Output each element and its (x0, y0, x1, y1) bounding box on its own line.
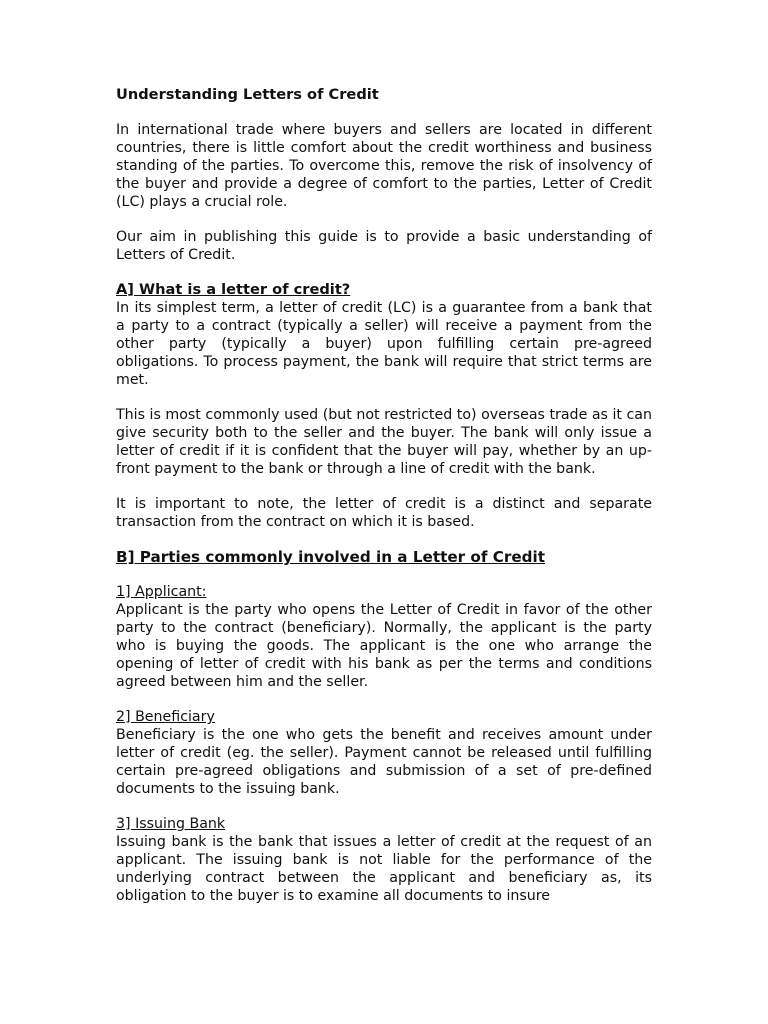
applicant-heading: 1] Applicant: (116, 584, 207, 600)
applicant-paragraph: Applicant is the party who opens the Letter of Credit in favor of the other party to the contract (beneficiary). Normally, the applicant is the party who is buying the goods. The applicant is the one who arrange the opening of letter of credit with his bank as per the terms and conditions agreed between him and the seller. (116, 602, 652, 690)
section-a-paragraph-2: This is most commonly used (but not restricted to) overseas trade as it can give security both to the seller and the buyer. The bank will only issue a letter of credit if it is confident that the buyer will pay, whether by an up-front payment to the bank or through a line of credit with the bank. (116, 407, 652, 477)
section-a-paragraph-3: It is important to note, the letter of credit is a distinct and separate transaction from the contract on which it is based. (116, 496, 652, 530)
beneficiary-heading: 2] Beneficiary (116, 709, 215, 725)
section-a-paragraph-1: In its simplest term, a letter of credit (LC) is a guarantee from a bank that a party to a contract (typically a seller) will receive a payment from the other party (typically a buyer) upon fulfilling certain pre-agreed obligations. To process payment, the bank will require that strict terms are met. (116, 300, 652, 388)
section-b-heading: B] Parties commonly involved in a Letter of Credit (116, 548, 546, 566)
issuing-bank-heading: 3] Issuing Bank (116, 816, 226, 832)
section-a-heading: A] What is a letter of credit? (116, 281, 351, 298)
beneficiary-paragraph: Beneficiary is the one who gets the benefit and receives amount under letter of credit (eg. the seller). Payment cannot be released until fulfilling certain pre-agreed obligations and submission of a set of pre-defined documents to the issuing bank. (116, 727, 652, 797)
document-page (116, 86, 652, 922)
document-title: Understanding Letters of Credit (116, 86, 379, 103)
intro-paragraph-1: In international trade where buyers and sellers are located in different countries, there is little comfort about the credit worthiness and business standing of the parties. To overcome this, remove the risk of insolvency of the buyer and provide a degree of comfort to the parties, Letter of Credit (LC) plays a crucial role. (116, 122, 652, 210)
issuing-bank-paragraph: Issuing bank is the bank that issues a letter of credit at the request of an applicant. The issuing bank is not liable for the performance of the underlying contract between the applicant and beneficiary as, its obligation to the buyer is to examine all documents to insure (116, 834, 652, 904)
intro-paragraph-2: Our aim in publishing this guide is to provide a basic understanding of Letters of Credit. (116, 229, 652, 263)
